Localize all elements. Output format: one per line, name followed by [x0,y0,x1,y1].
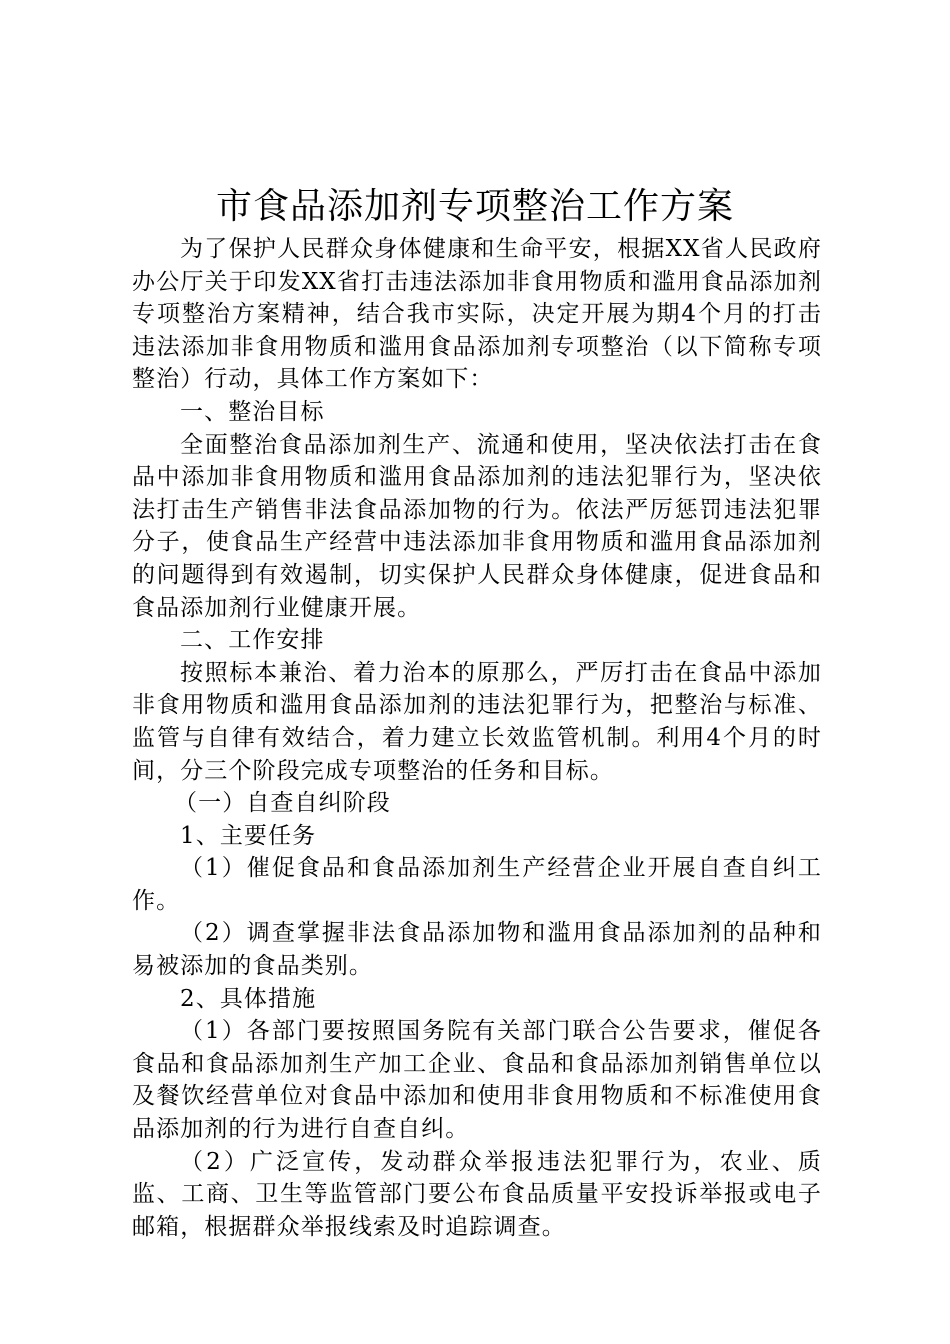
phase-heading-self-check: （一）自查自纠阶段 [174,790,391,817]
subheading-measures: 2、具体措施 [180,985,317,1012]
task-item-2: （2）调查掌握非法食品添加物和滥用食品添加剂的品种和易被添加的食品类别。 [132,920,822,980]
section-heading-goals: 一、整治目标 [180,398,325,425]
task-item-1: （1）催促食品和食品添加剂生产经营企业开展自查自纠工作。 [132,855,822,914]
measure-item-2: （2）广泛宣传，发动群众举报违法犯罪行为，农业、质监、工商、卫生等监管部门要公布食品质量平安投诉举报或电子邮箱，根据群众举报线索及时追踪调查。 [132,1148,822,1240]
section-heading-arrangement: 二、工作安排 [180,627,325,654]
document-title: 市食品添加剂专项整治工作方案 [215,186,734,227]
goals-paragraph: 全面整治食品添加剂生产、流通和使用，坚决依法打击在食品中添加非食用物质和滥用食品添加剂的违法犯罪行为，坚决依法打击生产销售非法食品添加物的行为。依法严厉惩罚违法犯罪分子，使食品生产经营中违法添加非食用物质和滥用食品添加剂的问题得到有效遏制，切实保护人民群众身体健康，促进食品和食品添加剂行业健康开展。 [132,431,822,621]
arrangement-paragraph: 按照标本兼治、着力治本的原那么，严厉打击在食品中添加非食用物质和滥用食品添加剂的违法犯罪行为，把整治与标准、监管与自律有效结合，着力建立长效监管机制。利用4个月的时间，分三个阶段完成专项整治的任务和目标。 [132,659,822,784]
subheading-main-tasks: 1、主要任务 [180,822,317,849]
measure-item-1: （1）各部门要按照国务院有关部门联合公告要求，催促各食品和食品添加剂生产加工企业、食品和食品添加剂销售单位以及餐饮经营单位对食品中添加和使用非食用物质和不标准使用食品添加剂的行为进行自查自纠。 [132,1018,822,1143]
document-body [132,233,822,1243]
intro-paragraph: 为了保护人民群众身体健康和生命平安，根据XX省人民政府办公厅关于印发XX省打击违法添加非食用物质和滥用食品添加剂专项整治方案精神，结合我市实际，决定开展为期4个月的打击违法添加非食用物质和滥用食品添加剂专项整治（以下简称专项整治）行动，具体工作方案如下： [132,236,822,393]
